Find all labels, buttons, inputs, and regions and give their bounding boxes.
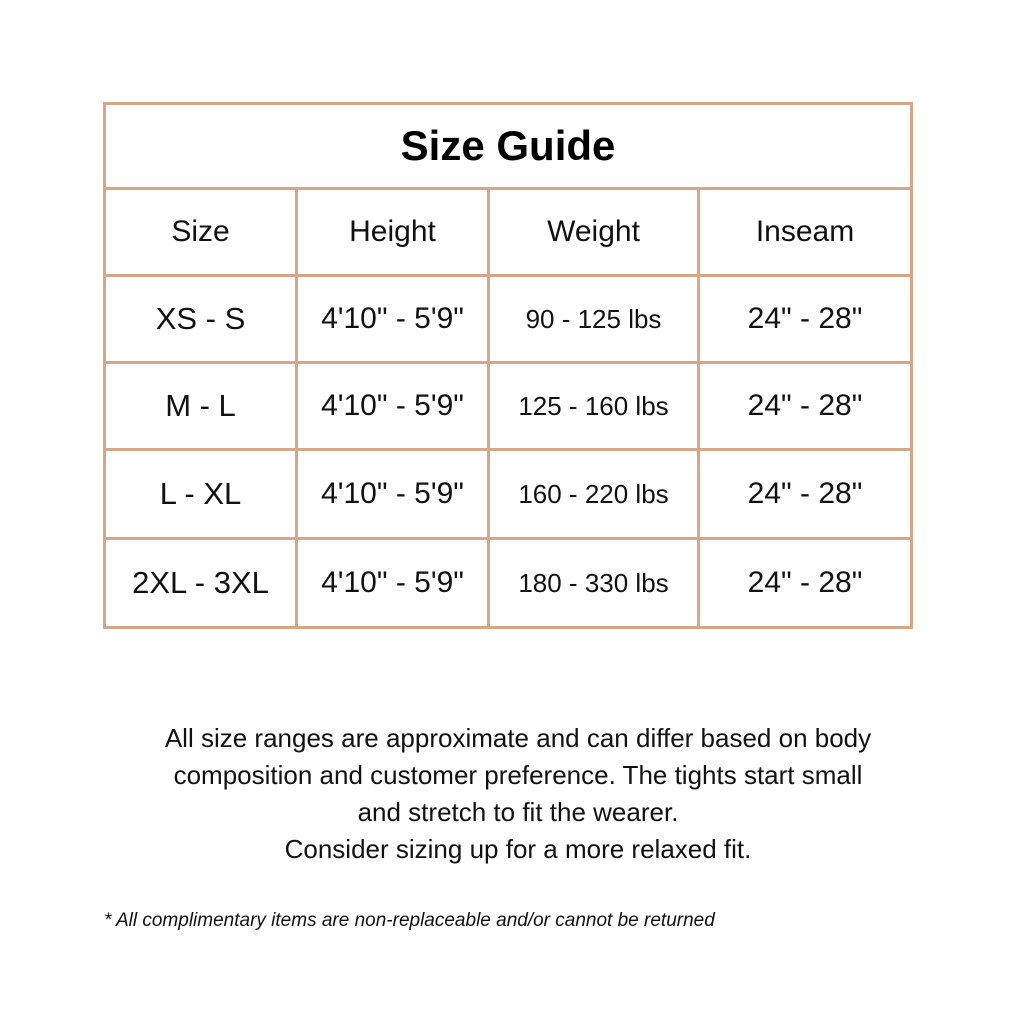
size-guide-table xyxy=(103,102,913,629)
height-cell: 4'10" - 5'9" xyxy=(297,363,489,450)
weight-cell: 160 - 220 lbs xyxy=(489,450,699,539)
weight-cell: 90 - 125 lbs xyxy=(489,276,699,363)
footnote: * All complimentary items are non-replaceable and/or cannot be returned xyxy=(104,910,715,931)
table-row xyxy=(105,539,912,628)
size-cell: L - XL xyxy=(105,450,297,539)
disclaimer-line: composition and customer preference. The tights start small xyxy=(173,760,863,790)
size-cell: XS - S xyxy=(105,276,297,363)
size-cell: 2XL - 3XL xyxy=(105,539,297,628)
height-cell: 4'10" - 5'9" xyxy=(297,539,489,628)
table-row xyxy=(105,363,912,450)
weight-cell: 180 - 330 lbs xyxy=(489,539,699,628)
column-header-inseam: Inseam xyxy=(699,189,912,276)
column-header-weight: Weight xyxy=(489,189,699,276)
disclaimer-line: All size ranges are approximate and can differ based on body xyxy=(164,723,872,753)
title-row xyxy=(105,104,912,189)
inseam-cell: 24" - 28" xyxy=(699,539,912,628)
inseam-cell: 24" - 28" xyxy=(699,450,912,539)
inseam-cell: 24" - 28" xyxy=(699,276,912,363)
table-title: Size Guide xyxy=(105,104,912,189)
inseam-cell: 24" - 28" xyxy=(699,363,912,450)
height-cell: 4'10" - 5'9" xyxy=(297,276,489,363)
column-header-size: Size xyxy=(105,189,297,276)
header-row xyxy=(105,189,912,276)
table-row xyxy=(105,450,912,539)
column-header-height: Height xyxy=(297,189,489,276)
size-disclaimer xyxy=(100,720,936,868)
height-cell: 4'10" - 5'9" xyxy=(297,450,489,539)
table-row xyxy=(105,276,912,363)
weight-cell: 125 - 160 lbs xyxy=(489,363,699,450)
size-cell: M - L xyxy=(105,363,297,450)
disclaimer-line: Consider sizing up for a more relaxed fit. xyxy=(284,834,752,864)
disclaimer-line: and stretch to fit the wearer. xyxy=(357,797,679,827)
